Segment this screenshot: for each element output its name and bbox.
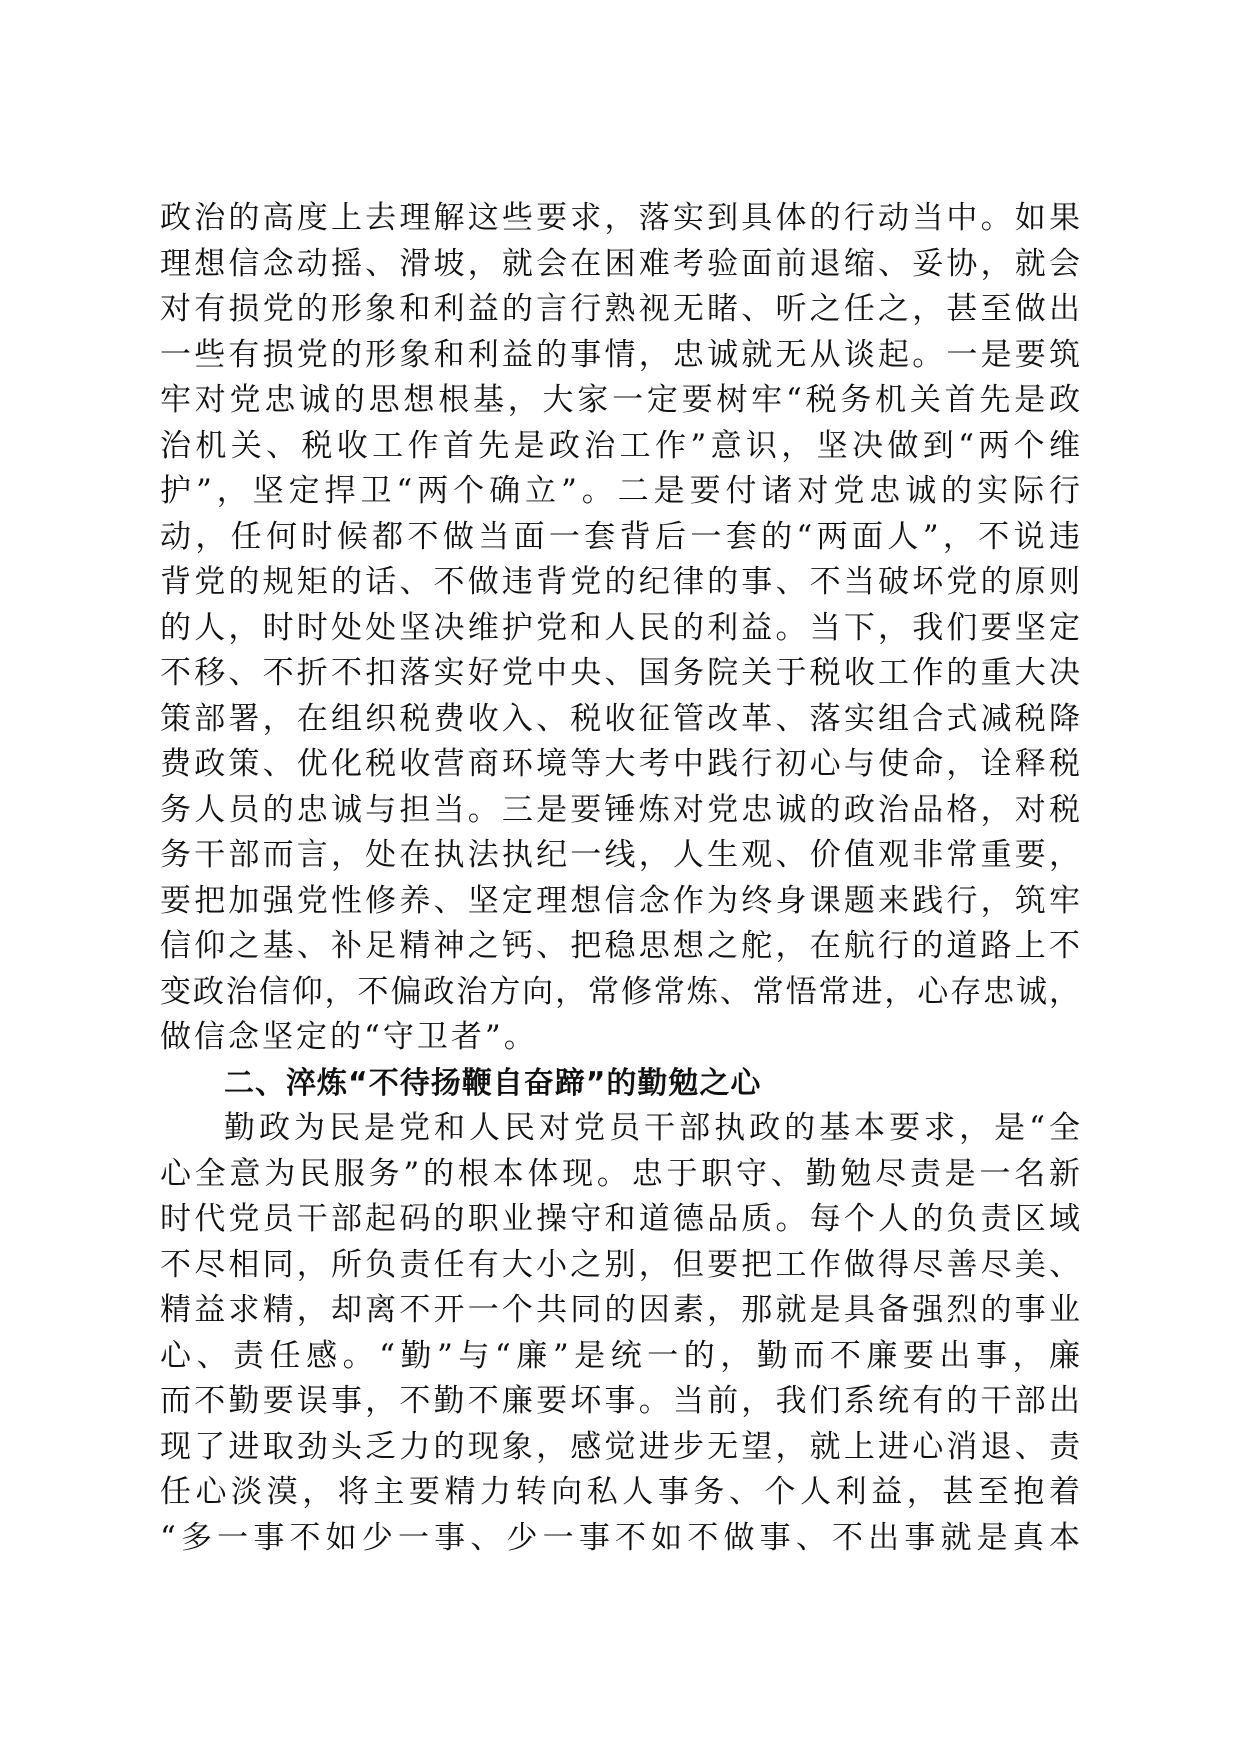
paragraph-1 (160, 196, 1080, 1061)
text-line: 政治的高度上去理解这些要求，落实到具体的行动当中。如果 (160, 200, 1080, 236)
text-line: 心、责任感。“勤”与“廉”是统一的，勤而不廉要出事，廉 (160, 1337, 1080, 1374)
text-line: 理想信念动摇、滑坡，就会在困难考验面前退缩、妥协，就会 (160, 245, 1080, 282)
text-line: 护”，坚定捍卫“两个确立”。二是要付诸对党忠诚的实际行 (160, 473, 1080, 509)
paragraph-2 (160, 1106, 1080, 1561)
text-line: 现了进取劲头乏力的现象，感觉进步无望，就上进心消退、责 (160, 1428, 1080, 1465)
text-line: 务人员的忠诚与担当。三是要锤炼对党忠诚的政治品格，对税 (160, 791, 1080, 828)
text-line: 费政策、优化税收营商环境等大考中践行初心与使命，诠释税 (160, 746, 1080, 782)
text-line: 牢对党忠诚的思想根基，大家一定要树牢“税务机关首先是政 (160, 382, 1080, 418)
text-line: 心全意为民服务”的根本体现。忠于职守、勤勉尽责是一名新 (160, 1155, 1080, 1192)
text-line: 变政治信仰，不偏政治方向，常修常炼、常悟常进，心存忠诚， (160, 973, 1080, 1010)
text-line: 背党的规矩的话、不做违背党的纪律的事、不当破坏党的原则 (160, 564, 1080, 600)
text-line: 动，任何时候都不做当面一套背后一套的“两面人”，不说违 (160, 518, 1080, 555)
text-line: 一些有损党的形象和利益的事情，忠诚就无从谈起。一是要筑 (160, 336, 1080, 373)
text-line: 信仰之基、补足精神之钙、把稳思想之舵，在航行的道路上不 (160, 928, 1080, 964)
section-heading: 二、淬炼“不待扬鞭自奋蹄”的勤勉之心 (224, 1065, 762, 1101)
document-page (160, 196, 1080, 1561)
text-line: 策部署，在组织税费收入、税收征管改革、落实组合式减税降 (160, 700, 1080, 737)
text-line: 不尽相同，所负责任有大小之别，但要把工作做得尽善尽美、 (160, 1246, 1080, 1283)
text-line: 而不勤要误事，不勤不廉要坏事。当前，我们系统有的干部出 (160, 1383, 1080, 1419)
text-line: 对有损党的形象和利益的言行熟视无睹、听之任之，甚至做出 (160, 291, 1080, 327)
text-line: 的人，时时处处坚决维护党和人民的利益。当下，我们要坚定 (160, 609, 1080, 646)
text-line: 不移、不折不扣落实好党中央、国务院关于税收工作的重大决 (160, 655, 1080, 691)
text-line: “多一事不如少一事、少一事不如不做事、不出事就是真本 (160, 1519, 1080, 1556)
text-line-last: 做信念坚定的“守卫者”。 (160, 1019, 538, 1055)
text-line: 治机关、税收工作首先是政治工作”意识，坚决做到“两个维 (160, 427, 1080, 464)
text-line-first: 勤政为民是党和人民对党员干部执政的基本要求，是“全 (224, 1110, 1080, 1146)
text-line: 务干部而言，处在执法执纪一线，人生观、价值观非常重要， (160, 837, 1080, 873)
text-line: 要把加强党性修养、坚定理想信念作为终身课题来践行，筑牢 (160, 882, 1080, 919)
text-line: 时代党员干部起码的职业操守和道德品质。每个人的负责区域 (160, 1201, 1080, 1237)
text-line: 任心淡漠，将主要精力转向私人事务、个人利益，甚至抱着 (160, 1474, 1080, 1510)
text-line: 精益求精，却离不开一个共同的因素，那就是具备强烈的事业 (160, 1292, 1080, 1328)
